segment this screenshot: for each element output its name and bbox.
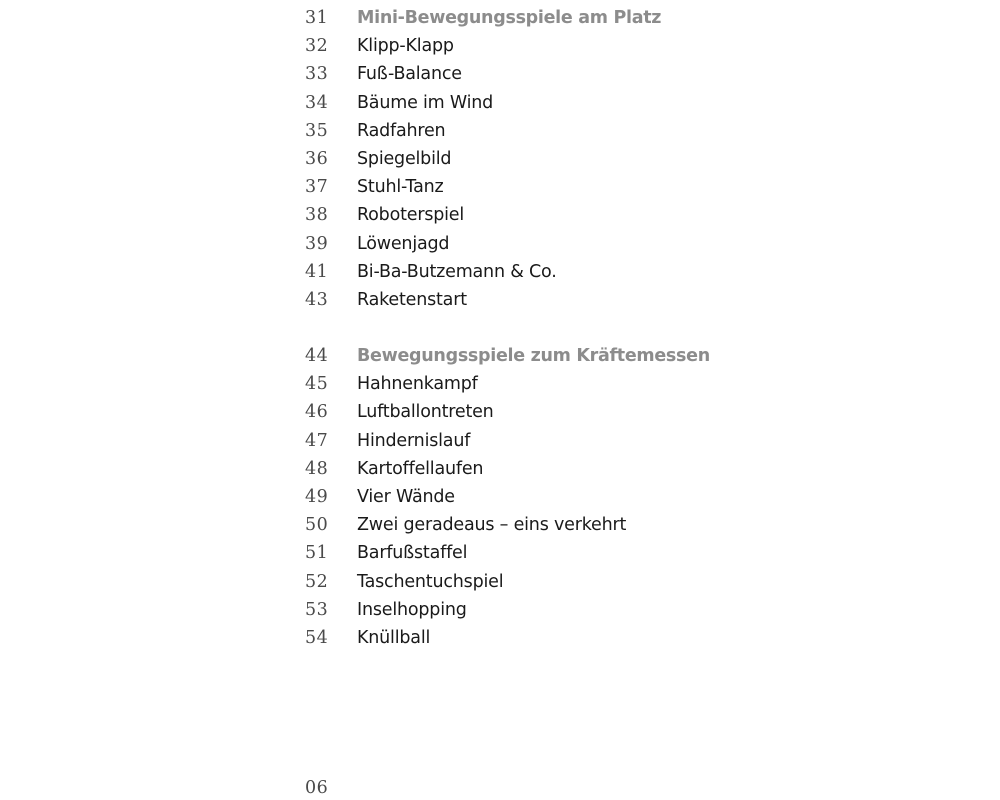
- section-heading-title: Mini-Bewegungsspiele am Platz: [357, 8, 662, 28]
- section-heading-page: 31: [305, 8, 329, 28]
- toc-entry-page: 54: [305, 627, 329, 648]
- section-heading: [305, 342, 825, 370]
- toc-entry-title: Taschentuchspiel: [357, 571, 504, 592]
- toc-entry-title: Löwenjagd: [357, 233, 450, 254]
- toc-entry-title: Hahnenkampf: [357, 374, 478, 395]
- table-of-contents: [305, 4, 825, 652]
- toc-entry-page: 47: [305, 430, 329, 451]
- toc-entry: [305, 568, 825, 596]
- toc-entry-title: Luftballontreten: [357, 402, 494, 423]
- toc-entry-title: Zwei geradeaus – eins verkehrt: [357, 515, 627, 536]
- toc-entry-page: 51: [305, 543, 329, 564]
- toc-entry-page: 52: [305, 571, 329, 592]
- toc-entry-page: 46: [305, 402, 329, 423]
- toc-entry-title: Bi-Ba-Butzemann & Co.: [357, 261, 557, 282]
- toc-entry: [305, 511, 825, 539]
- toc-entry: [305, 398, 825, 426]
- toc-entry-title: Inselhopping: [357, 599, 467, 620]
- toc-entry: [305, 427, 825, 455]
- toc-entry: [305, 258, 825, 286]
- toc-entry-page: 37: [305, 177, 329, 198]
- toc-entry-page: 45: [305, 374, 329, 395]
- toc-entry-page: 43: [305, 289, 329, 310]
- toc-entry-page: 32: [305, 36, 329, 57]
- toc-entry-title: Bäume im Wind: [357, 92, 494, 113]
- toc-entry-title: Knüllball: [357, 627, 431, 648]
- toc-entry: [305, 596, 825, 624]
- toc-entry: [305, 32, 825, 60]
- toc-entry-title: Vier Wände: [357, 487, 455, 507]
- toc-section: [305, 342, 825, 652]
- toc-entry: [305, 539, 825, 567]
- toc-entry-title: Kartoffellaufen: [357, 458, 484, 479]
- page-number: 06: [305, 778, 329, 798]
- toc-entry-page: 41: [305, 261, 329, 282]
- toc-entry-title: Barfußstaffel: [357, 543, 468, 564]
- toc-entry-title: Stuhl-Tanz: [357, 177, 444, 198]
- toc-entry: [305, 370, 825, 398]
- toc-entry: [305, 201, 825, 229]
- toc-entry-title: Roboterspiel: [357, 205, 465, 226]
- toc-entry: [305, 230, 825, 258]
- toc-entry-title: Fuß-Balance: [357, 64, 462, 85]
- toc-entry: [305, 60, 825, 88]
- toc-entry-title: Spiegelbild: [357, 148, 452, 169]
- toc-entry-page: 38: [305, 205, 329, 226]
- section-heading: [305, 4, 825, 32]
- toc-entry: [305, 286, 825, 314]
- toc-entry-page: 48: [305, 458, 329, 479]
- toc-entry: [305, 117, 825, 145]
- toc-section: [305, 4, 825, 314]
- toc-entry: [305, 89, 825, 117]
- toc-entry-title: Klipp-Klapp: [357, 36, 454, 57]
- toc-entry-page: 35: [305, 120, 329, 141]
- toc-entry: [305, 173, 825, 201]
- toc-entry-page: 50: [305, 515, 329, 536]
- toc-entry: [305, 145, 825, 173]
- section-heading-page: 44: [305, 346, 329, 367]
- toc-entry-title: Radfahren: [357, 120, 446, 141]
- toc-entry-page: 34: [305, 92, 329, 113]
- toc-entry-page: 39: [305, 233, 329, 254]
- toc-entry-page: 33: [305, 64, 329, 85]
- toc-entry-page: 53: [305, 599, 329, 620]
- toc-entry-title: Hindernislauf: [357, 430, 471, 451]
- toc-entry-page: 36: [305, 148, 329, 169]
- toc-entry: [305, 624, 825, 652]
- section-heading-title: Bewegungsspiele zum Kräftemessen: [357, 346, 710, 367]
- toc-entry-title: Raketenstart: [357, 289, 467, 310]
- toc-entry: [305, 483, 825, 511]
- toc-entry-page: 49: [305, 487, 329, 507]
- toc-entry: [305, 455, 825, 483]
